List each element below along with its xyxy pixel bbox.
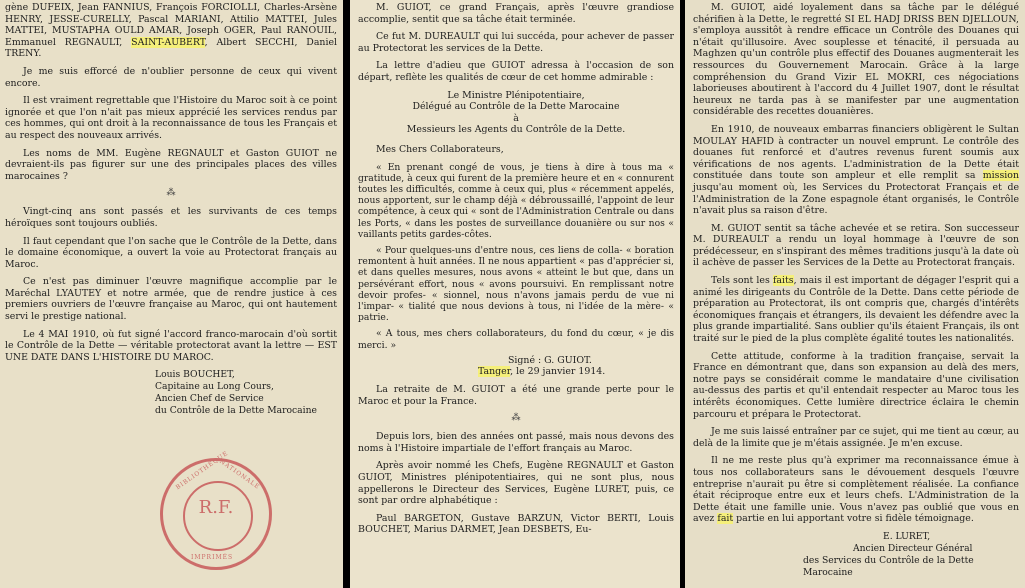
paragraph: Il est vraiment regrettable que l'Histoire du Maroc soit à ce point ignorée et que l'on n'ait pas mieux apprécié les services rendus par ces hommes, qui ont droit à la reconnaissance de tous les Français et au respect des nouveaux arrivés. [5,95,337,141]
paragraph: M. GUIOT, ce grand Français, après l'œuvre grandiose accomplie, sentit que sa tâche était terminée. [358,2,674,25]
letter-signature: Signé : G. GUIOT. [508,354,592,366]
paragraph [693,124,1019,217]
signature-title: du Contrôle de la Dette Marocaine [155,405,317,417]
signature-name: E. LURET, [883,530,931,542]
paragraph: Il faut cependant que l'on sache que le Contrôle de la Dette, dans le domaine économique, a ouvert la voie au Protectorat français au Maroc. [5,235,337,270]
paragraph: La retraite de M. GUIOT a été une grande perte pour le Maroc et pour la France. [358,383,674,407]
text-run: En 1910, de nouveaux embarras financiers obligèrent le Sultan MOULAY HAFID à contracter un nouvel emprunt. Le contrôle des douanes fut renforcé et d'autres revenus furent soumis aux vérifications de nos agents. L'administration de la Dette était constituée dans toute son ampleur et elle remplit sa [693,123,1019,182]
text-run: gène DUFEIX, Jean FANNIUS, François FORCIOLLI, Charles-Arsène HENRY, JESSE-CURELLY, Pascal MARIANI, Attilio MATTEI, Jules MATTEI, MUSTAPHA OULD AMAR, Joseph OGER, Paul RANOUIL, Emmanuel REGNAULT, [5,2,337,48]
letter-address: à [513,112,519,124]
page-middle [350,0,680,588]
stamp-rf: R.F. [198,497,234,518]
letter-quote: « Pour quelques-uns d'entre nous, ces liens de colla- « boration remontent à huit années. Il ne nous appartient « pas d'apprécier si, et dans quelles mesures, nous avons « atteint le but que, dans un persévérant effort, nous « avons poursuivi. En remplissant notre devoir profes- « sionnel, nous n'avons jamais perdu de vue ni l'impar- « tialité que nous devions à tous, ni l'idée de la mère- « patrie. [358,244,674,324]
names-list: Paul BARGETON, Gustave BARZUN, Victor BERTI, Louis BOUCHET, Marius DARMET, Jean DESBETS, Eu- [358,512,674,536]
signature-title: Ancien Directeur Général [853,542,973,554]
library-stamp [160,449,272,570]
letter-quote: « En prenant congé de vous, je tiens à dire à tous ma « gratitude, à ceux qui furent de la première heure et en « connurent toutes les difficultés, comme à ceux qui, plus « récemment appelés, nous apportent, sur le champ déjà « débroussaillé, l'appoint de leur compétence, à ceux qui « sont de l'Administration Centrale ou dans les Ports, « dans les postes de surveillance douanière ou sur nos « vaillants petits gardes-côtes. [358,161,674,240]
paragraph: M. GUIOT, aidé loyalement dans sa tâche par le délégué chérifien à la Dette, le regretté SI EL HADJ DRISS BEN DJELLOUN, s'employa aussitôt à rendre efficace un Contrôle des Douanes qui n'était qu'illusoire. Avec souplesse et ténacité, il persuada au Maghzen qu'un contrôle plus effectif des Douanes augmenterait les ressources du Gouvernement Marocain. Grâce à la large compréhension du Grand Vizir EL MOKRI, ces négociations laborieuses aboutirent à l'accord du 4 Juillet 1907, dont le résultat heureux ne tarda pas à se manifester par une augmentation considérable des recettes douanières. [693,2,1019,118]
paragraph: Vingt-cinq ans sont passés et les survivants de ces temps héroïques sont toujours oubliés. [5,206,337,229]
text-run: , le 29 janvier 1914. [510,366,606,378]
highlighted-term: fait [717,513,734,525]
paragraph: Depuis lors, bien des années ont passé, mais nous devons des noms à l'Histoire impartiale de l'effort français au Maroc. [358,431,674,454]
signature-title: Ancien Chef de Service [155,393,264,405]
stamp-text: IMPRIMÉS [191,554,234,561]
letter-salutation: Mes Chers Collaborateurs, [376,143,504,155]
paragraph: M. GUIOT sentit sa tâche achevée et se retira. Son successeur M. DUREAULT a rendu un loyal hommage à l'œuvre de son prédécesseur, en s'inspirant des mêmes traditions jusqu'à la date où il achève de passer les Services de la Dette au Protectorat français. [693,222,1019,269]
signature-title: Capitaine au Long Cours, [155,381,274,393]
stamp-text: BIBLIOTHÈQUE [174,449,230,492]
paragraph: Ce fut M. DUREAULT qui lui succéda, pour achever de passer au Protectorat les services de la Dette. [358,31,674,54]
highlighted-term: faits [772,275,794,287]
highlighted-term: Tanger [478,366,511,378]
names-list [5,2,337,60]
text-run: , mais il est important de dégager l'esprit qui a animé les dirigeants du Contrôle de la Dette. Dans cette période de préparation au Protectorat, ils ont compris que, chargés d'intérêts économiques français et étrangers, ils devaient les défendre avec la plus grande impartialité. Sans oublier qu'ils étaient Français, ils ont traité sur le pied de la plus complète égalité toutes les nationalités. [693,275,1019,345]
section-separator: ⁂ [511,413,521,424]
text-run: , Albert SECCHI, Daniel TRENY. [5,36,337,60]
paragraph [693,275,1019,345]
section-separator: ⁂ [166,188,176,199]
paragraph [693,455,1019,525]
paragraph: Les noms de MM. Eugène REGNAULT et Gaston GUIOT ne devraient-ils pas figurer sur une des principales places des villes marocaines ? [5,147,337,182]
paragraph: Le 4 MAI 1910, où fut signé l'accord franco-marocain d'où sortit le Contrôle de la Dette — véritable protectorat avant la lettre — EST UNE DATE DANS L'HISTOIRE DU MAROC. [5,328,337,363]
text-run: partie en lui apportant votre si fidèle témoignage. [733,513,974,525]
text-run: Il ne me reste plus qu'à exprimer ma reconnaissance émue à tous nos collaborateurs sans le dévouement desquels l'œuvre entreprise n'aurait pu être si complètement réalisée. La confiance était réciproque entre eux et leurs chefs. L'Administration de la Dette était une famille unie. Vous n'avez pas oublié que vous en avez [693,455,1019,525]
signature-title: des Services du Contrôle de la Dette Marocaine [803,554,974,578]
text-run: Tels sont les [711,275,773,287]
page-right [685,0,1025,588]
highlighted-term: SAINT-AUBERT [131,36,205,48]
paragraph: Après avoir nommé les Chefs, Eugène REGNAULT et Gaston GUIOT, Ministres plénipotentiaires, qui ne sont plus, nous appellerons le Directeur des Services, Eugène LURET, puis, ce sont par ordre alphabétique : [358,460,674,507]
paragraph: Je me suis efforcé de n'oublier personne de ceux qui vivent encore. [5,65,337,89]
letter-address: Délégué au Contrôle de la Dette Marocaine [412,101,620,113]
text-run: jusqu'au moment où, les Services du Protectorat Français et de l'Administration de la Zone espagnole étant organisés, le Contrôle n'avait plus sa raison d'être. [693,181,1019,217]
highlighted-term: mission [982,170,1019,182]
paragraph: La lettre d'adieu que GUIOT adressa à l'occasion de son départ, reflète les qualités de cœur de cet homme admirable : [358,60,674,83]
letter-address: Messieurs les Agents du Contrôle de la Dette. [406,124,626,136]
stamp-text: NATIONALE [217,458,261,491]
paragraph: Ce n'est pas diminuer l'œuvre magnifique accomplie par le Maréchal LYAUTEY et notre armée, que de rendre justice à ces premiers ouvriers de l'œuvre française au Maroc, qui ont hautement servi le prestige national. [5,276,337,323]
letter-quote: « A tous, mes chers collaborateurs, du fond du cœur, « je dis merci. » [358,328,674,351]
letter-address: Le Ministre Plénipotentiaire, [447,89,585,101]
paragraph: Je me suis laissé entraîner par ce sujet, qui me tient au cœur, au delà de la limite que je m'étais assignée. Je m'en excuse. [693,426,1019,449]
paragraph: Cette attitude, conforme à la tradition française, servait la France en démontrant que, dans son expansion au delà des mers, notre pays se considérait comme le mandataire d'une civilisation au-dessus des partis et qu'il entendait respecter au Maroc tous les intérêts économiques. Cette lumière directrice éclaira le chemin parcouru et prépara le Protectorat. [693,350,1019,420]
letter-place-date [478,366,674,378]
signature-name: Louis BOUCHET, [155,369,235,381]
